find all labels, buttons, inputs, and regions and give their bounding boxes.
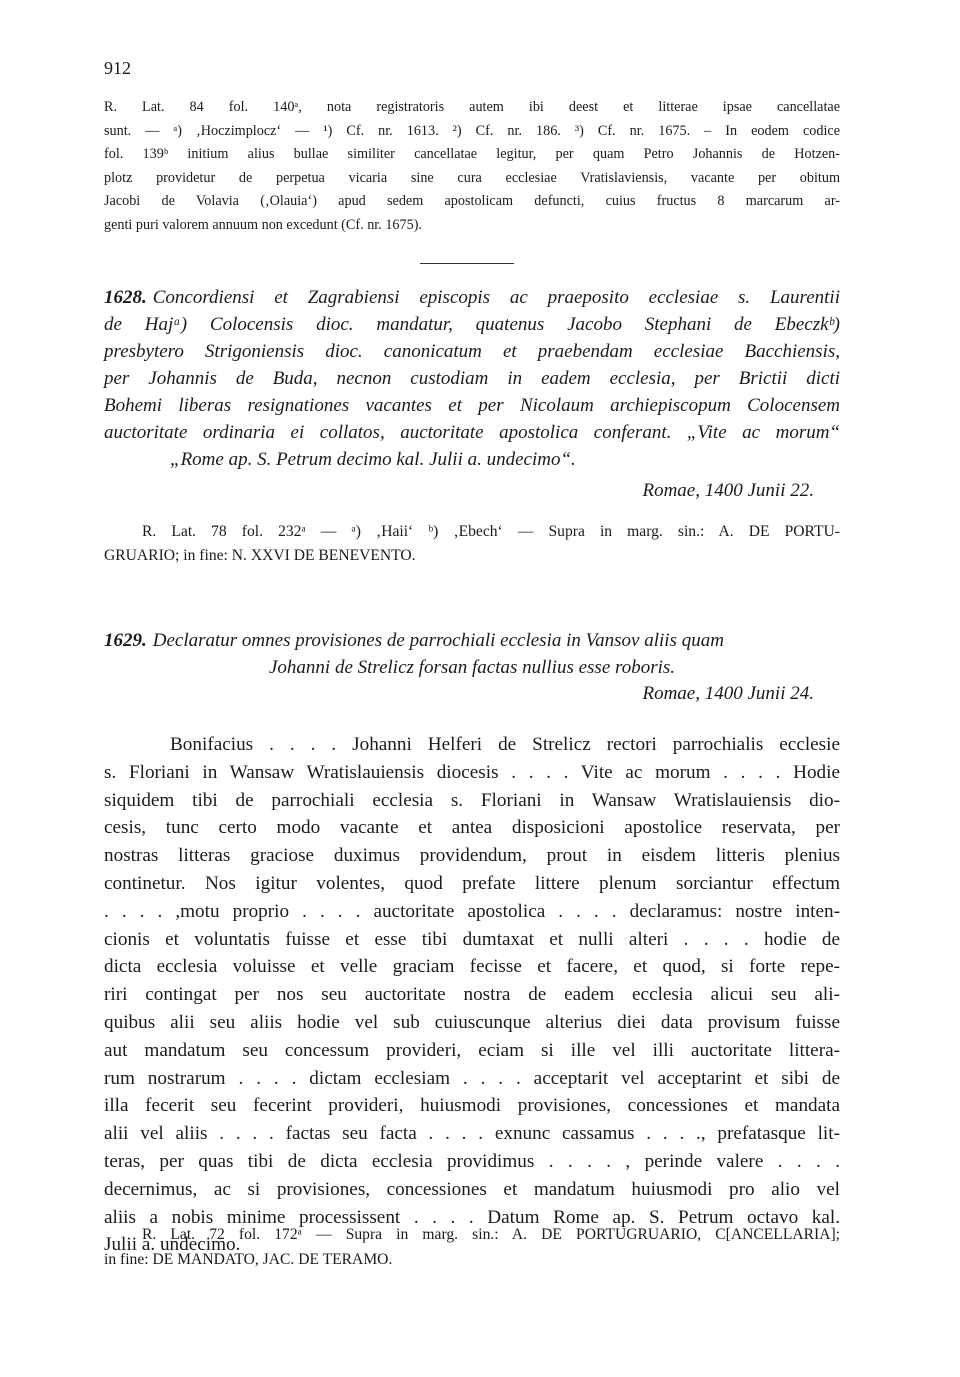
separator-rule	[420, 263, 514, 264]
note-line: R. Lat. 78 fol. 232ᵃ — ᵃ) ‚Haii‘ ᵇ) ‚Ebech‘ — Supra in marg. sin.: A. DE PORTU-	[142, 523, 840, 540]
entry-1629-note	[104, 1222, 840, 1272]
note-line: sunt. — ᵃ) ‚Hoczimplocz‘ — ¹) Cf. nr. 1613. ²) Cf. nr. 186. ³) Cf. nr. 1675. – In eodem codice	[104, 122, 840, 139]
text-line: continetur. Nos igitur volentes, quod prefate littere plenum sorciantur effectum	[104, 872, 840, 894]
regest-line: Johanni de Strelicz forsan factas nullius esse roboris.	[268, 657, 676, 678]
note-line: Jacobi de Volavia (‚Olauia‘) apud sedem apostolicam defuncti, cuius fructus 8 marcarum ar-	[104, 193, 840, 209]
note-line: R. Lat. 84 fol. 140ᵃ, nota registratoris autem ibi deest et litterae ipsae cancellatae	[104, 99, 840, 115]
entry-1628-regest	[104, 284, 840, 473]
note-line: R. Lat. 72 fol. 172ᵃ — Supra in marg. sin.: A. DE PORTUGRUARIO, C[ANCELLARIA];	[142, 1226, 840, 1243]
regest-line: 1629. Declaratur omnes provisiones de parrochiali ecclesia in Vansov aliis quam	[104, 630, 724, 651]
text-line: s. Floriani in Wansaw Wratislauiensis diocesis . . . . Vite ac morum . . . . Hodie	[104, 761, 840, 783]
text-line: teras, per quas tibi de dicta ecclesia providimus . . . . , perinde valere . . . .	[104, 1150, 840, 1172]
text-line: nostras litteras graciose duximus providendum, prout in eisdem litteris plenius	[104, 845, 840, 867]
regest-line: auctoritate ordinaria ei collatos, auctoritate apostolica conferant. „Vite ac morum“	[104, 422, 840, 443]
entry-1629-text	[104, 731, 840, 1259]
note-line: in fine: DE MANDATO, JAC. DE TERAMO.	[104, 1251, 393, 1268]
text-line: Julii a. undecimo.	[104, 1234, 241, 1256]
text-line: Bonifacius . . . . Johanni Helferi de Strelicz rectori parrochialis ecclesie	[170, 734, 840, 755]
note-line: fol. 139ᵇ initium alius bullae similiter cancellatae legitur, per quam Petro Johannis de Hotzen-	[104, 146, 840, 162]
text-line: riri contingat per nos seu auctoritate nostra de eadem ecclesia alicui seu ali-	[104, 984, 840, 1006]
entry-number: 1629.	[104, 630, 147, 651]
note-line: plotz providetur de perpetua vicaria sine cura ecclesiae Vratislaviensis, vacante per obitum	[104, 169, 840, 186]
page-number: 912	[104, 58, 131, 78]
entry-1628-note	[104, 520, 840, 568]
regest-line: de Hajᵃ) Colocensis dioc. mandatur, quatenus Jacobo Stephani de Ebeczkᵇ)	[104, 314, 840, 335]
text-line: rum nostrarum . . . . dictam ecclesiam . . . . acceptarit vel acceptarint et sibi de	[104, 1067, 840, 1089]
top-footnote	[104, 96, 840, 237]
note-line: GRUARIO; in fine: N. XXVI DE BENEVENTO.	[104, 547, 416, 564]
regest-line: presbytero Strigoniensis dioc. canonicatum et praebendam ecclesiae Bacchiensis,	[104, 341, 840, 362]
text-line: aliis a nobis minime processissent . . . . Datum Rome ap. S. Petrum octavo kal.	[104, 1206, 840, 1228]
text-line: aut mandatum seu concessum provideri, eciam si ille vel illi auctoritate littera-	[104, 1039, 840, 1061]
text-line: illa fecerit seu fecerint provideri, huiusmodi provisiones, concessiones et mandata	[104, 1095, 840, 1117]
entry-number: 1628.	[104, 287, 147, 308]
regest-line: per Johannis de Buda, necnon custodiam in eadem ecclesia, per Brictii dicti	[104, 368, 840, 389]
text-line: cionis et voluntatis fuisse et esse tibi dumtaxat et nulli alteri . . . . hodie de	[104, 928, 840, 950]
entry-1629-regest	[104, 627, 840, 681]
regest-line: 1628. Concordiensi et Zagrabiensi episcopis ac praeposito ecclesiae s. Laurentii	[104, 287, 840, 308]
text-line: quibus alii seu aliis hodie vel sub cuiuscunque alterius diei data provisum fuisse	[104, 1011, 840, 1033]
text-line: . . . . ,motu proprio . . . . auctoritate apostolica . . . . declaramus: nostre inten-	[104, 900, 840, 922]
entry-1629-date: Romae, 1400 Junii 24.	[642, 683, 814, 704]
text-line: alii vel aliis . . . . factas seu facta . . . . exnunc cassamus . . . ., prefatasque lit-	[104, 1123, 840, 1145]
entry-1628-date: Romae, 1400 Junii 22.	[642, 480, 814, 501]
text-line: decernimus, ac si provisiones, concessiones et mandatum huiusmodi pro alio vel	[104, 1178, 840, 1200]
text-line: dicta ecclesia voluisse et velle graciam fecisse et facere, et quod, si forte repe-	[104, 956, 840, 978]
regest-line: Bohemi liberas resignationes vacantes et per Nicolaum archiepiscopum Colocensem	[104, 395, 840, 416]
regest-line: „Rome ap. S. Petrum decimo kal. Julii a. undecimo“.	[170, 449, 576, 470]
text-line: cesis, tunc certo modo vacante et antea disposicioni apostolice reservata, per	[104, 817, 840, 839]
text-line: siquidem tibi de parrochiali ecclesia s. Floriani in Wansaw Wratislauiensis dio-	[104, 789, 840, 811]
note-line: genti puri valorem annuum non excedunt (Cf. nr. 1675).	[104, 216, 422, 233]
